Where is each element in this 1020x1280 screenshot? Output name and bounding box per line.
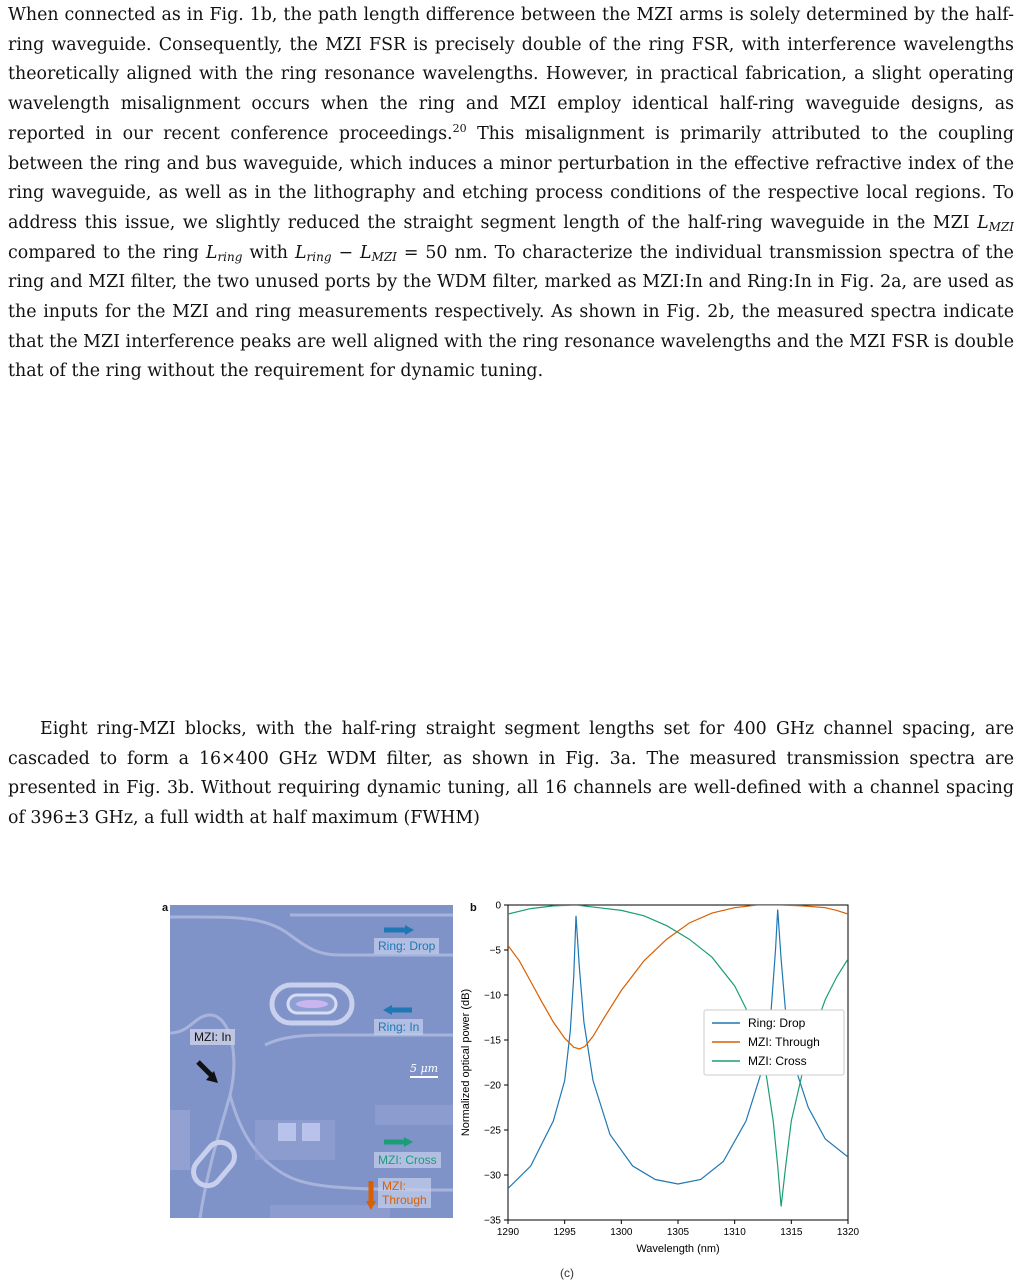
label-ring-in: Ring: In [374,1019,423,1035]
x-tick-label: 1305 [666,1227,690,1238]
math-L-ring-2: $L_{ring}$ [294,242,332,264]
label-mzi-cross: MZI: Cross [374,1152,441,1168]
paragraph1-text-c: compared to the ring [8,242,206,263]
y-tick-label: −35 [484,1215,501,1227]
label-mzi-in: MZI: In [190,1029,235,1045]
math-L-mzi: $L_{MZI}$ [977,212,1014,234]
y-axis-label: Normalized optical power (dB) [460,988,472,1137]
y-tick-label: −5 [489,945,501,957]
spectra-chart [455,895,865,1265]
spectra-chart-svg [455,895,865,1265]
legend-label: MZI: Through [748,1035,820,1049]
label-mzi-through: MZI: Through [378,1178,431,1208]
paragraph1-text-d: with [242,242,295,263]
paragraph1-text-e: = 50 nm. To characterize the individual transmission spectra of the ring and MZI filter, the two unused ports by the WDM filter, marked as MZI:In and Ring:In in Fig. 2a, are used as the inputs for the MZI and ring measurements respectively. As shown in Fig. 2b, the measured spectra indicate that the MZI interference peaks are well aligned with the ring resonance wavelengths and the MZI FSR is double that of the ring without the requirement for dynamic tuning. [8,242,1014,382]
panel-b-label: b [470,902,477,914]
body-paragraph-1 [8,1,1014,387]
x-tick-label: 1310 [723,1227,746,1238]
y-tick-label: −15 [484,1035,501,1047]
label-scale-bar: 5 μm [410,1062,439,1075]
y-tick-label: −25 [484,1125,501,1137]
body-paragraph-2 [8,715,1014,834]
legend-label: MZI: Cross [748,1054,807,1068]
math-L-mzi-2: $L_{MZI}$ [359,242,397,264]
math-L-ring: $L_{ring}$ [205,242,243,264]
y-tick-label: −10 [484,990,501,1002]
paragraph1-text-b: This misalignment is primarily attributed to the coupling between the ring and bus waveguide, which induces a minor perturbation in the effective refractive index of the ring waveguide, as well as in the lithography and etching process conditions of the respective local regions. To address this issue, we slightly reduced the straight segment length of the half-ring waveguide in the MZI [8,123,1014,233]
x-tick-label: 1315 [780,1227,803,1238]
x-tick-label: 1295 [553,1227,576,1238]
x-tick-label: 1320 [836,1227,860,1238]
figure-caption-stub: (c) [560,1266,574,1280]
y-tick-label: −30 [484,1170,501,1182]
x-tick-label: 1290 [496,1227,520,1238]
paragraph1-text-a: When connected as in Fig. 1b, the path length difference between the MZI arms is solely determined by the half-ring waveguide. Consequently, the MZI FSR is precisely double of the ring FSR, with interference wavelengths theoretically aligned with the ring resonance wavelengths. However, in practical fabrication, a slight operating wavelength misalignment occurs when the ring and MZI employ identical half-ring waveguide designs, as reported in our recent conference proceedings. [8,5,1014,144]
panel-a-label: a [162,902,169,914]
y-tick-label: −20 [484,1080,501,1092]
citation-20: 20 [452,121,467,135]
paragraph2-text: Eight ring-MZI blocks, with the half-ring straight segment lengths set for 400 GHz channel spacing, are cascaded to form a 16×400 GHz WDM filter, as shown in Fig. 3a. The measured transmission spectra are presented in Fig. 3b. Without requiring dynamic tuning, all 16 channels are well-defined with a channel spacing of 396±3 GHz, a full width at half maximum (FWHM) [8,719,1014,829]
x-tick-label: 1300 [610,1227,633,1238]
x-axis-label: Wavelength (nm) [636,1243,720,1255]
label-ring-drop: Ring: Drop [374,938,439,954]
legend-label: Ring: Drop [748,1016,806,1030]
y-tick-label: 0 [495,900,501,912]
minus-sign: − [331,242,360,263]
micrograph-panel [170,905,453,1218]
